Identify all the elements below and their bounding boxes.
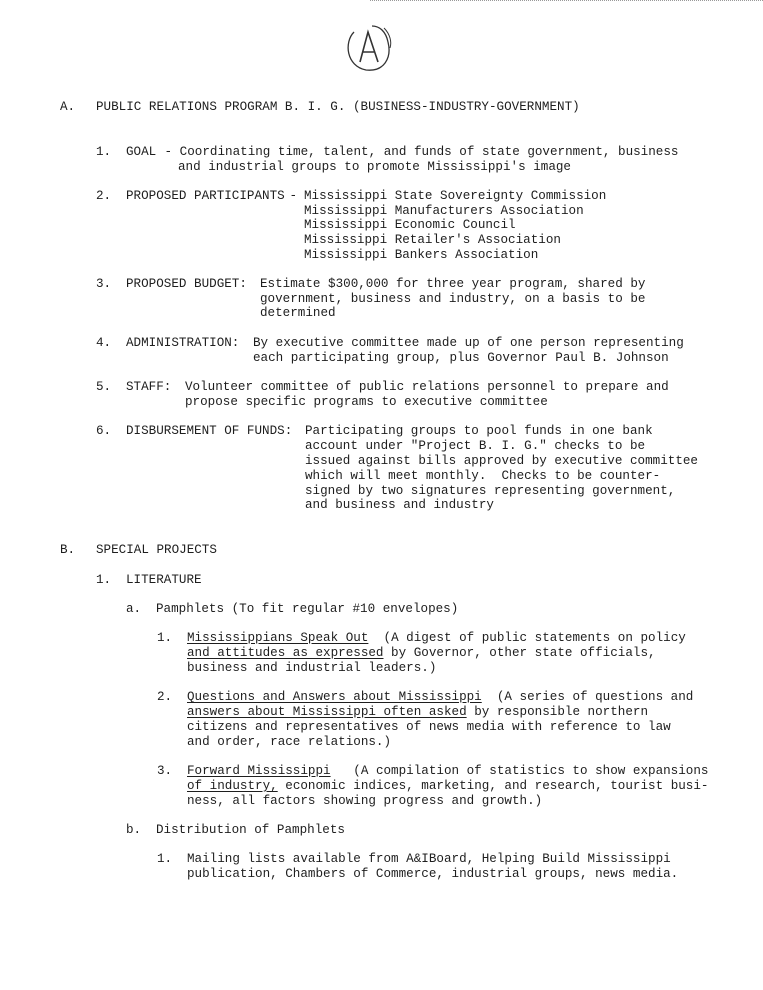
pamphlet-title: Forward Mississippi (187, 764, 331, 778)
participant: Mississippi Economic Council (304, 218, 516, 232)
pamphlet-description: ness, all factors showing progress and growth.) (187, 794, 543, 808)
item-label: ADMINISTRATION: (126, 336, 240, 350)
pamphlet-description: by responsible northern (466, 705, 649, 719)
pamphlet-description: and order, race relations.) (187, 735, 392, 749)
distribution-text: publication, Chambers of Commerce, industrial groups, news media. (187, 867, 679, 881)
pamphlet-entry (187, 646, 656, 661)
item-text: propose specific programs to executive committee (185, 395, 548, 409)
item-text: issued against bills approved by executive committee (305, 454, 698, 468)
item-text: determined (260, 306, 336, 320)
pamphlet-entry (187, 779, 708, 794)
section-letter: A. (60, 100, 76, 114)
item-label: PROPOSED PARTICIPANTS (126, 189, 285, 203)
pamphlet-description: (A digest of public statements on policy (368, 631, 686, 645)
pamphlet-description: economic indices, marketing, and research, tourist busi- (277, 779, 709, 793)
subitem-text: Pamphlets (To fit regular #10 envelopes) (156, 602, 459, 616)
pamphlet-description: by Governor, other state officials, (383, 646, 656, 660)
pamphlet-description: business and industrial leaders.) (187, 661, 437, 675)
item-text: government, business and industry, on a basis to be (260, 292, 646, 306)
pamphlet-entry (187, 764, 708, 779)
item-text: Participating groups to pool funds in one bank (305, 424, 653, 438)
pamphlet-description: and attitudes as expressed (187, 646, 384, 660)
subitem-text: Distribution of Pamphlets (156, 823, 345, 837)
item-label: PROPOSED BUDGET: (126, 277, 247, 291)
item-text: and business and industry (305, 498, 494, 512)
item-separator: - (282, 189, 305, 203)
item-text: account under "Project B. I. G." checks to be (305, 439, 646, 453)
participant: Mississippi Retailer's Association (304, 233, 561, 247)
item-number: 1. (96, 573, 112, 587)
pamphlet-description: citizens and representatives of news media with reference to law (187, 720, 671, 734)
pamphlet-number: 2. (157, 690, 173, 704)
section-letter: B. (60, 543, 76, 557)
pamphlet-entry (187, 705, 648, 720)
pamphlet-description: (A compilation of statistics to show expansions (330, 764, 709, 778)
distribution-number: 1. (157, 852, 173, 866)
pamphlet-entry (187, 690, 693, 705)
section-title: SPECIAL PROJECTS (96, 543, 217, 557)
participant: Mississippi State Sovereignty Commission (304, 189, 607, 203)
item-label: STAFF: (126, 380, 172, 394)
item-number: 3. (96, 277, 112, 291)
subitem-letter: b. (126, 823, 142, 837)
pamphlet-number: 3. (157, 764, 173, 778)
distribution-text: Mailing lists available from A&IBoard, Helping Build Mississippi (187, 852, 671, 866)
pamphlet-description: (A series of questions and (481, 690, 694, 704)
pamphlet-description: of industry, (187, 779, 278, 793)
item-number: 2. (96, 189, 112, 203)
pamphlet-title: Questions and Answers about Mississippi (187, 690, 482, 704)
item-text: signed by two signatures representing government, (305, 484, 676, 498)
handwritten-circled-a-mark (340, 22, 396, 74)
item-number: 5. (96, 380, 112, 394)
item-label: LITERATURE (126, 573, 202, 587)
item-text: and industrial groups to promote Mississippi's image (178, 160, 571, 174)
pamphlet-description: answers about Mississippi often asked (187, 705, 467, 719)
item-text: - Coordinating time, talent, and funds of state government, business (157, 145, 679, 159)
item-text: which will meet monthly. Checks to be counter- (305, 469, 661, 483)
section-title: PUBLIC RELATIONS PROGRAM B. I. G. (BUSINESS-INDUSTRY-GOVERNMENT) (96, 100, 580, 114)
item-text: Estimate $300,000 for three year program, shared by (260, 277, 646, 291)
subitem-letter: a. (126, 602, 142, 616)
item-number: 4. (96, 336, 112, 350)
item-number: 6. (96, 424, 112, 438)
item-text: By executive committee made up of one person representing (253, 336, 684, 350)
item-text: Volunteer committee of public relations personnel to prepare and (185, 380, 669, 394)
pamphlet-title: Mississippians Speak Out (187, 631, 369, 645)
pamphlet-number: 1. (157, 631, 173, 645)
item-text: each participating group, plus Governor Paul B. Johnson (253, 351, 669, 365)
pamphlet-entry (187, 631, 686, 646)
item-label: GOAL (126, 145, 157, 159)
participant: Mississippi Manufacturers Association (304, 204, 584, 218)
top-edge-dots (370, 0, 763, 2)
participant: Mississippi Bankers Association (304, 248, 539, 262)
item-label: DISBURSEMENT OF FUNDS: (126, 424, 293, 438)
item-number: 1. (96, 145, 112, 159)
